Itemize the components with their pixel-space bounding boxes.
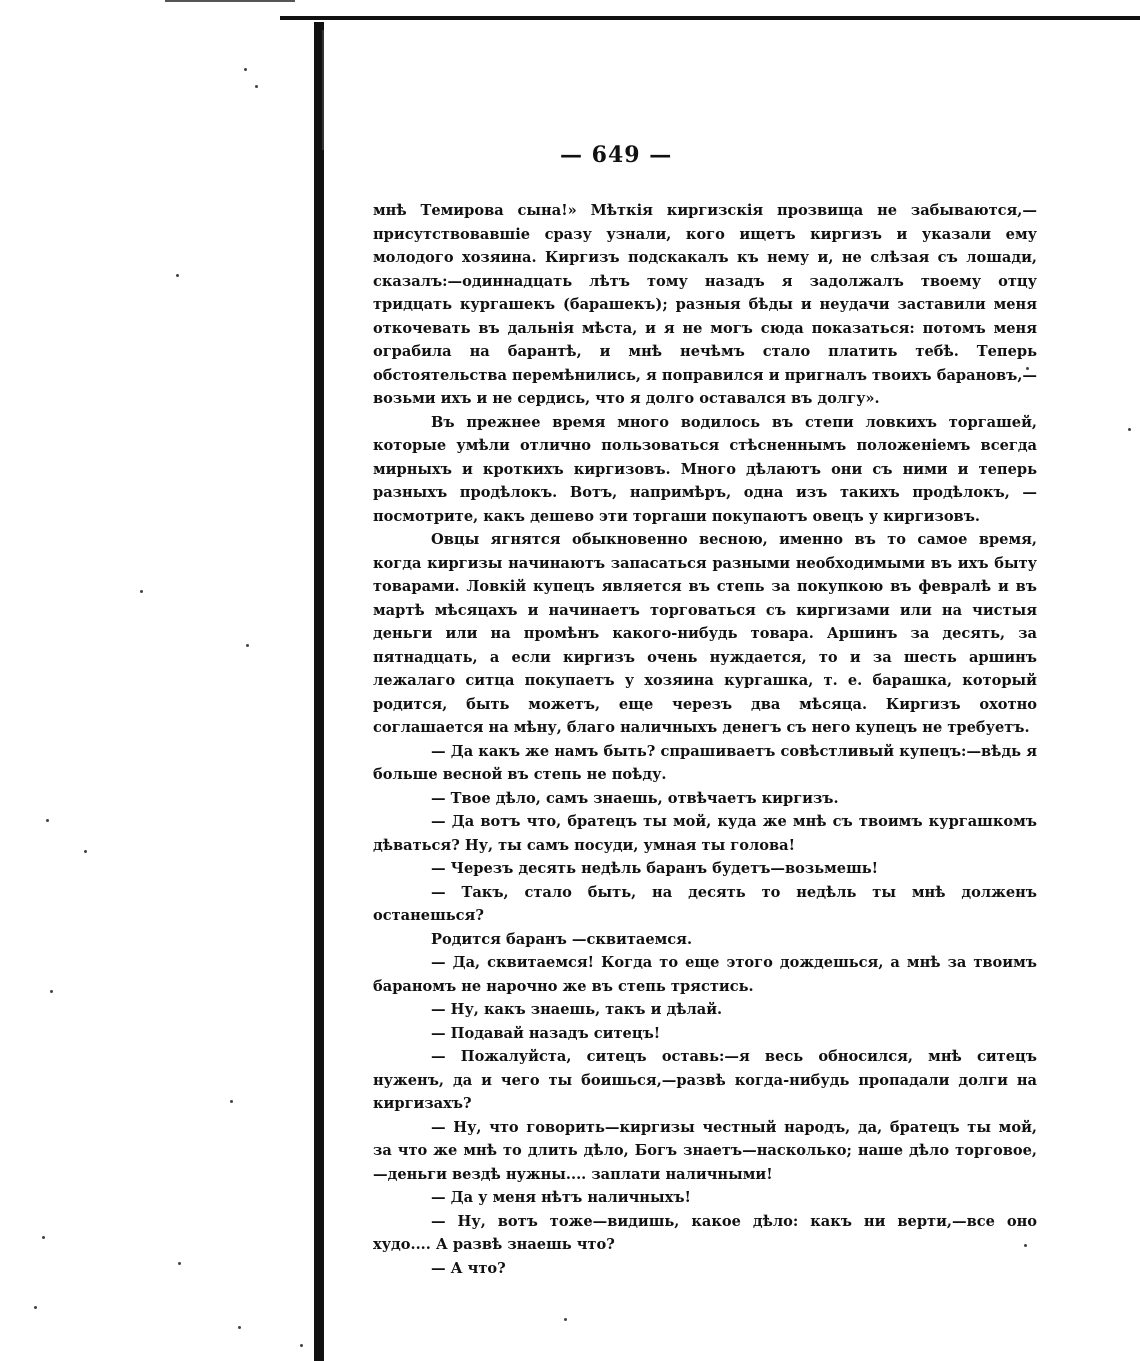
- speck: [46, 819, 49, 822]
- dialogue-line: — Пожалуйста, ситецъ оставь:—я весь обносился, мнѣ ситецъ нуженъ, да и чего ты боишься,—развѣ когда-нибудь пропадали долги на киргизахъ?: [373, 1048, 1037, 1112]
- speck: [300, 1344, 303, 1347]
- dialogue-line: — Подавай назадъ ситецъ!: [431, 1024, 661, 1042]
- dialogue-line: — Да, сквитаемся! Когда то еще этого дождешься, а мнѣ за твоимъ бараномъ не нарочно же въ степь трястись.: [373, 954, 1037, 995]
- speck: [238, 1326, 241, 1329]
- speck: [255, 85, 258, 88]
- speck: [50, 990, 53, 993]
- speck: [178, 1262, 181, 1265]
- dialogue-line: — А что?: [431, 1259, 506, 1277]
- speck: [230, 1100, 233, 1103]
- page-body-text: [373, 199, 1037, 1280]
- paragraph: Овцы ягнятся обыкновенно весною, именно въ то самое время, когда киргизы начинаютъ запасаться разными необходимыми въ ихъ быту товарами. Ловкій купецъ является въ степь за покупкою въ февралѣ и въ мартѣ мѣсяцахъ и начинаетъ торговаться съ киргизами или на чистыя деньги или на промѣнъ какого-нибудь товара. Аршинъ за десять, за пятнадцать, а если киргизъ очень нуждается, то и за шесть аршинъ лежалаго ситца покупаетъ у хозяина кургашка, т. е. барашка, который родится, быть можетъ, еще черезъ два мѣсяца. Киргизъ охотно соглашается на мѣну, благо наличныхъ денегъ съ него купецъ не требуетъ.: [373, 531, 1037, 736]
- page-number: — 649 —: [560, 142, 673, 168]
- speck: [42, 1236, 45, 1239]
- book-spine-gutter: [314, 22, 324, 1361]
- dialogue-line: — Да у меня нѣтъ наличныхъ!: [431, 1189, 691, 1206]
- paragraph: Въ прежнее время много водилось въ степи ловкихъ торгашей, которые умѣли отлично пользоваться стѣсненнымъ положеніемъ всегда мирныхъ и кроткихъ киргизовъ. Много дѣлаютъ они съ ними и теперь разныхъ продѣлокъ. Вотъ, напримѣръ, одна изъ такихъ продѣлокъ, — посмотрите, какъ дешево эти торгаши покупаютъ овецъ у киргизовъ.: [373, 413, 1037, 525]
- dialogue-line: — Да вотъ что, братецъ ты мой, куда же мнѣ съ твоимъ кургашкомъ дѣваться? Ну, ты самъ посуди, умная ты голова!: [373, 813, 1037, 854]
- speck: [246, 644, 249, 647]
- dialogue-line: — Ну, что говорить—киргизы честный народъ, да, братецъ ты мой, за что же мнѣ то длить дѣло, Богъ знаетъ—насколько; наше дѣло торговое,—деньги вездѣ нужны.... заплати наличными!: [373, 1118, 1037, 1183]
- dialogue-line: — Ну, вотъ тоже—видишь, какое дѣло: какъ ни верти,—все оно худо.... А развѣ знаешь что?: [373, 1212, 1037, 1253]
- dialogue-line: — Черезъ десять недѣль баранъ будетъ—возьмешь!: [431, 860, 879, 877]
- dialogue-line: — Ну, какъ знаешь, такъ и дѣлай.: [431, 1001, 723, 1018]
- speck: [34, 1306, 37, 1309]
- dialogue-line: Родится баранъ —сквитаемся.: [431, 930, 693, 948]
- page-top-border: [280, 16, 1140, 20]
- paragraph: мнѣ Темирова сына!» Мѣткія киргизскія прозвища не забываются,—присутствовавшіе сразу узнали, кого ищетъ киргизъ и указали ему молодого хозяина. Киргизъ подскакалъ къ нему и, не слѣзая съ лошади, сказалъ:—одиннадцать лѣтъ тому назадъ я задолжалъ твоему отцу тридцать кургашекъ (барашекъ); разныя бѣды и неудачи заставили меня откочевать въ дальнія мѣста, и я не могъ сюда показаться: потомъ меня ограбила на барантѣ, и мнѣ нечѣмъ стало платить тебѣ. Теперь обстоятельства перемѣнились, я поправился и пригналъ твоихъ барановъ,—возьми ихъ и не сердись, что я долго оставался въ долгу».: [373, 202, 1037, 407]
- speck: [176, 274, 179, 277]
- speck: [564, 1318, 567, 1321]
- speck: [244, 68, 247, 71]
- page-edge-line: [165, 0, 295, 2]
- dialogue-line: — Такъ, стало быть, на десять то недѣль ты мнѣ долженъ останешься?: [373, 883, 1037, 924]
- spine-shadow: [322, 30, 324, 150]
- dialogue-line: — Твое дѣло, самъ знаешь, отвѣчаетъ киргизъ.: [431, 789, 839, 807]
- speck: [140, 590, 143, 593]
- speck: [84, 850, 87, 853]
- speck: [1128, 428, 1131, 431]
- dialogue-line: — Да какъ же намъ быть? спрашиваетъ совѣстливый купецъ:—вѣдь я больше весной въ степь не поѣду.: [373, 742, 1037, 783]
